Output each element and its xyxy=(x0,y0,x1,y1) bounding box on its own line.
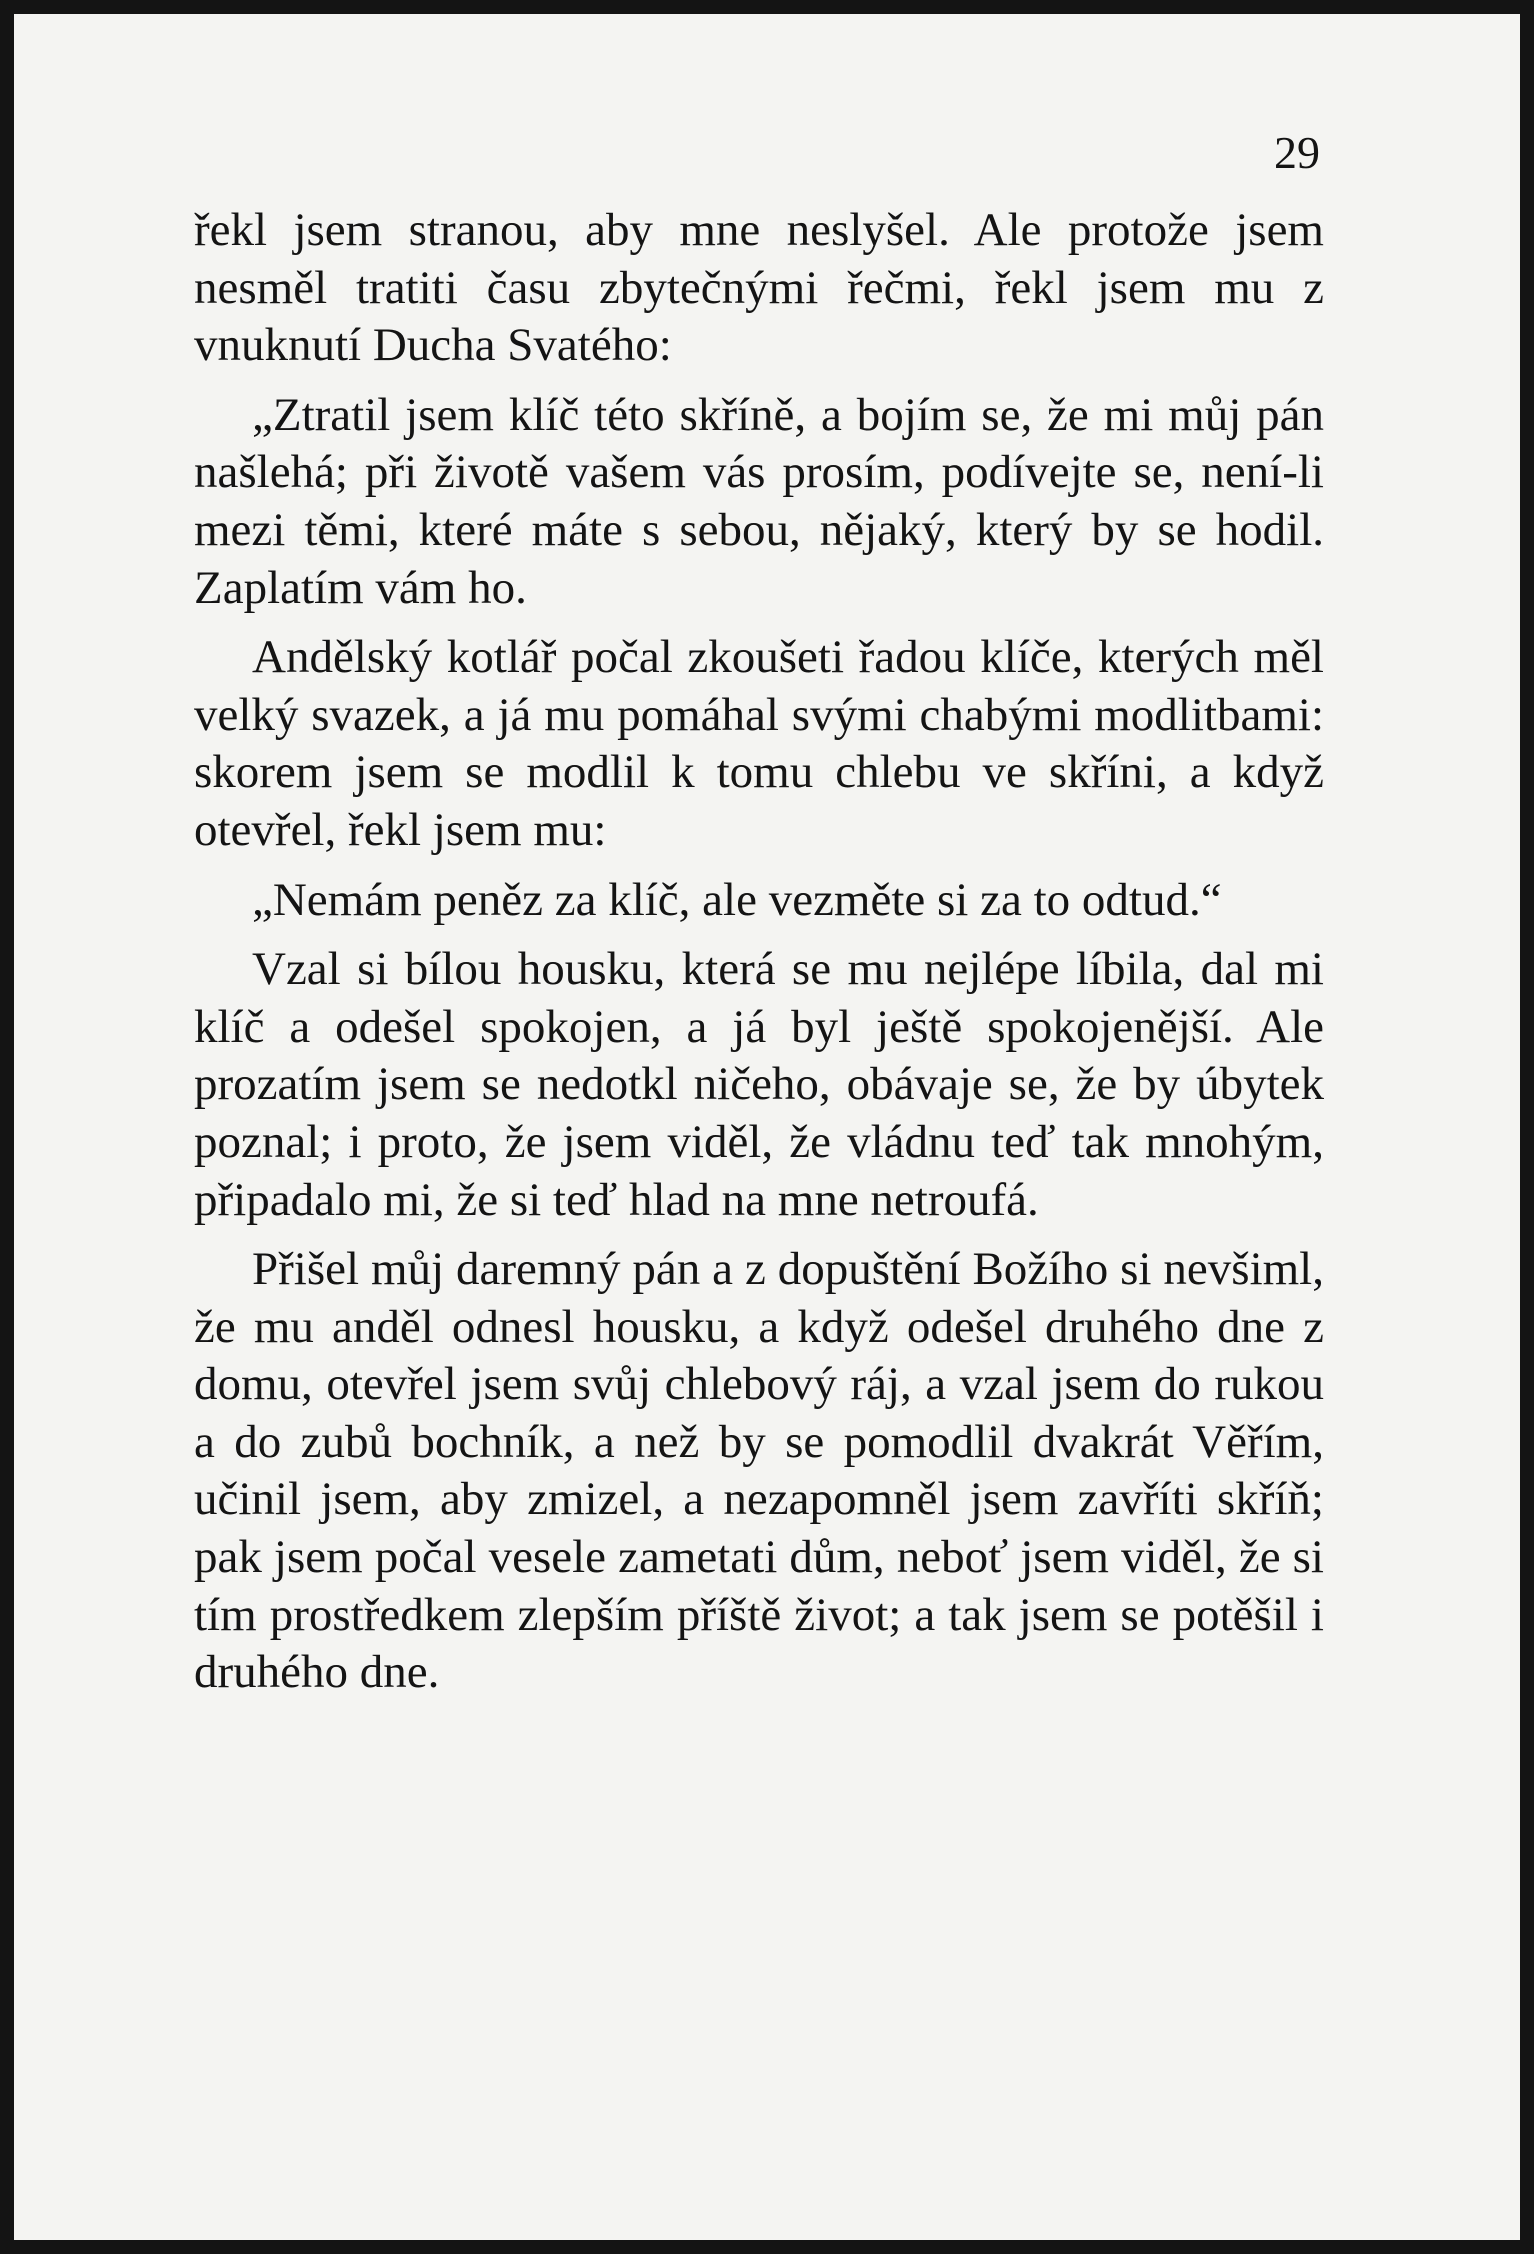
paragraph-5: Vzal si bílou housku, která se mu nejlépe líbila, dal mi klíč a odešel spokojen, a já byl ještě spokojenější. Ale prozatím jsem se nedotkl ničeho, obávaje se, že by úbytek poznal; i proto, že jsem viděl, že vládnu teď tak mnohým, připadalo mi, že si teď hlad na mne netroufá. xyxy=(194,943,1324,1226)
paragraph-3: Andělský kotlář počal zkoušeti řadou klíče, kterých měl velký svazek, a já mu pomáhal svými chabými modlitbami: skorem jsem se modlil k tomu chlebu ve skříni, a když otevřel, řekl jsem mu: xyxy=(194,631,1324,856)
paragraph-6: Přišel můj daremný pán a z dopuštění Božího si nevšiml, že mu anděl odnesl housku, a když odešel druhého dne z domu, otevřel jsem svůj chlebový ráj, a vzal jsem do rukou a do zubů bochník, a než by se pomodlil dvakrát Věřím, učinil jsem, aby zmizel, a nezapomněl jsem zavříti skříň; pak jsem počal vesele zametati dům, neboť jsem viděl, že si tím prostředkem zlepším příště život; a tak jsem se potěšil i druhého dne. xyxy=(194,1243,1324,1699)
book-page xyxy=(14,14,1520,2240)
paragraph-1: řekl jsem stranou, aby mne neslyšel. Ale protože jsem nesměl tratiti času zbytečnými řečmi, řekl jsem mu z vnuknutí Ducha Svatého: xyxy=(194,204,1324,372)
paragraph-4: „Nemám peněz za klíč, ale vezměte si za to odtud.“ xyxy=(252,873,1222,926)
paragraph-2: „Ztratil jsem klíč této skříně, a bojím se, že mi můj pán našlehá; při životě vašem vás prosím, podívejte se, není-li mezi těmi, které máte s sebou, nějaký, který by se hodil. Zaplatím vám ho. xyxy=(194,388,1324,614)
body-text xyxy=(194,202,1324,1714)
page-number: 29 xyxy=(1274,127,1320,178)
